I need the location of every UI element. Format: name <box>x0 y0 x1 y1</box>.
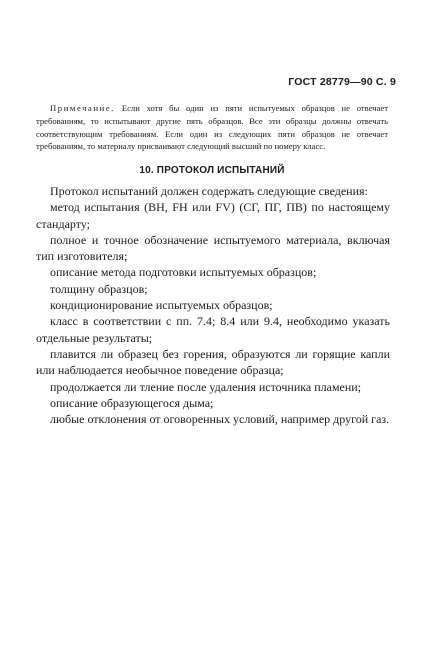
paragraph: метод испытания (ВН, FH или FV) (СГ, ПГ, ПВ) по настоящему стандарту; <box>36 200 390 231</box>
note-text: Если хотя бы один из пяти испытуемых образцов не отвечает требованиям, то испытывают другие пять образцов. Все эти образцы должны отвечать соответствующим требованиям. Если один из следующих пяти образцов не отвечает требованиям, то материалу присваивают следующий высший по номеру класс. <box>36 103 388 152</box>
paragraph: класс в соответствии с пп. 7.4; 8.4 или 9.4, необходимо указать отдельные результаты; <box>36 314 390 345</box>
paragraph: Протокол испытаний должен содержать следующие сведения: <box>50 184 368 198</box>
note-label: Примечание. <box>50 103 116 113</box>
paragraph: плавится ли образец без горения, образуются ли горящие капли или наблюдается необычное поведение образца; <box>36 346 390 378</box>
paragraph: полное и точное обозначение испытуемого материала, включая тип изготовителя; <box>36 232 390 264</box>
section-heading: 10. ПРОТОКОЛ ИСПЫТАНИЙ <box>139 165 285 176</box>
paragraph: описание метода подготовки испытуемых образцов; <box>50 265 317 280</box>
note-block <box>36 102 388 153</box>
paragraph: любые отклонения от оговоренных условий, например другой газ. <box>50 412 390 427</box>
paragraph: продолжается ли тление после удаления источника пламени; <box>50 379 362 394</box>
page-header: ГОСТ 28779—90 С. 9 <box>288 76 396 88</box>
section-body <box>36 183 390 427</box>
paragraph: толщину образцов; <box>50 281 148 296</box>
paragraph: описание образующегося дыма; <box>50 395 214 410</box>
paragraph: кондиционирование испытуемых образцов; <box>50 298 273 313</box>
